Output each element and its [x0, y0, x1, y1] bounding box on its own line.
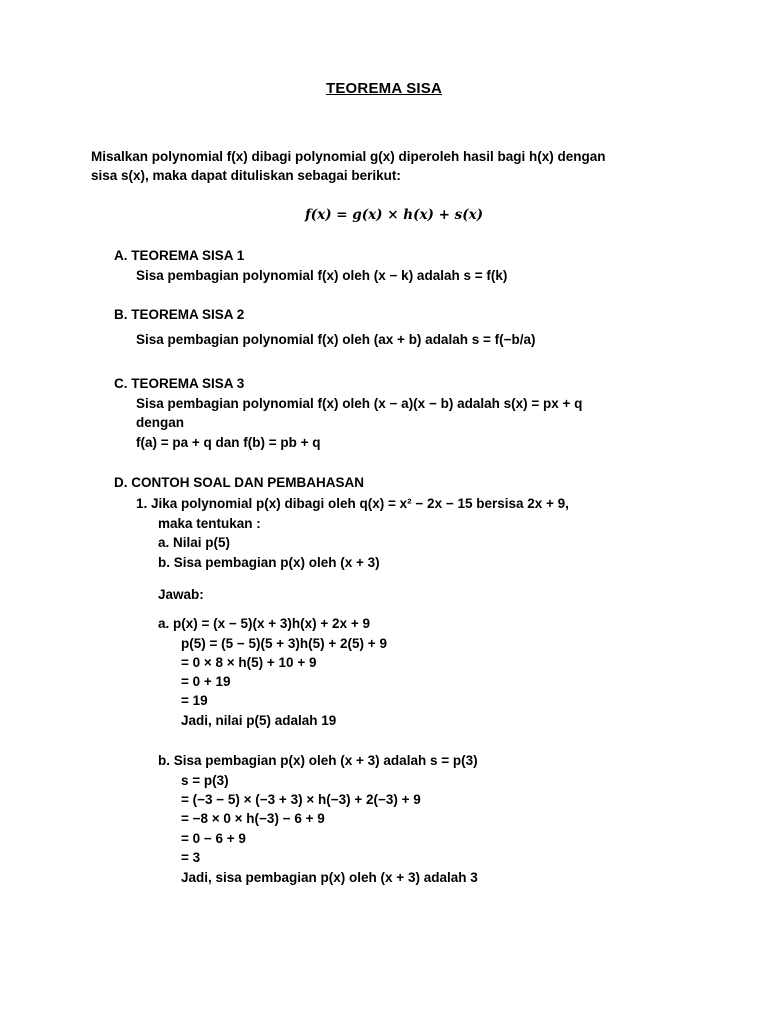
answer-label: Jawab: — [158, 587, 204, 602]
section-c-line-1: Sisa pembagian polynomial f(x) oleh (x − a)(x − b) adalah s(x) = px + q — [136, 396, 583, 411]
answer-a-line-1: a. p(x) = (x − 5)(x + 3)h(x) + 2x + 9 — [158, 616, 370, 631]
answer-b-line-6: = 3 — [181, 850, 201, 865]
answer-a-conclusion: Jadi, nilai p(5) adalah 19 — [181, 713, 337, 728]
answer-a-line-3: = 0 × 8 × h(5) + 10 + 9 — [181, 655, 317, 670]
section-a-heading: A. TEOREMA SISA 1 — [114, 248, 245, 263]
answer-a-line-4: = 0 + 19 — [181, 674, 231, 689]
answer-b-conclusion: Jadi, sisa pembagian p(x) oleh (x + 3) adalah 3 — [181, 870, 478, 885]
question-1-line-1: 1. Jika polynomial p(x) dibagi oleh q(x) = x² − 2x − 15 bersisa 2x + 9, — [136, 496, 569, 511]
main-formula: f(x) = g(x) × h(x) + s(x) — [304, 207, 484, 223]
section-b-text: Sisa pembagian polynomial f(x) oleh (ax + b) adalah s = f(−b/a) — [136, 332, 536, 347]
section-d-heading: D. CONTOH SOAL DAN PEMBAHASAN — [114, 475, 365, 490]
intro-line-2: sisa s(x), maka dapat dituliskan sebagai berikut: — [91, 168, 401, 183]
answer-b-line-3: = (−3 − 5) × (−3 + 3) × h(−3) + 2(−3) + 9 — [181, 792, 421, 807]
question-1-part-a: a. Nilai p(5) — [158, 535, 231, 550]
answer-b-line-1: b. Sisa pembagian p(x) oleh (x + 3) adalah s = p(3) — [158, 753, 478, 768]
answer-b-line-5: = 0 − 6 + 9 — [181, 831, 246, 846]
section-c-line-3: f(a) = pa + q dan f(b) = pb + q — [136, 435, 321, 450]
answer-b-line-4: = −8 × 0 × h(−3) − 6 + 9 — [181, 811, 325, 826]
answer-a-line-2: p(5) = (5 − 5)(5 + 3)h(5) + 2(5) + 9 — [181, 636, 387, 651]
answer-a-line-5: = 19 — [181, 693, 208, 708]
section-c-line-2: dengan — [136, 415, 185, 430]
question-1-part-b: b. Sisa pembagian p(x) oleh (x + 3) — [158, 555, 380, 570]
question-1-line-2: maka tentukan : — [158, 516, 261, 531]
section-b-heading: B. TEOREMA SISA 2 — [114, 307, 245, 322]
answer-b-line-2: s = p(3) — [181, 773, 229, 788]
section-c-heading: C. TEOREMA SISA 3 — [114, 376, 245, 391]
intro-line-1: Misalkan polynomial f(x) dibagi polynomial g(x) diperoleh hasil bagi h(x) dengan — [91, 149, 606, 164]
page-title: TEOREMA SISA — [325, 80, 443, 97]
section-a-text: Sisa pembagian polynomial f(x) oleh (x − k) adalah s = f(k) — [136, 268, 508, 283]
